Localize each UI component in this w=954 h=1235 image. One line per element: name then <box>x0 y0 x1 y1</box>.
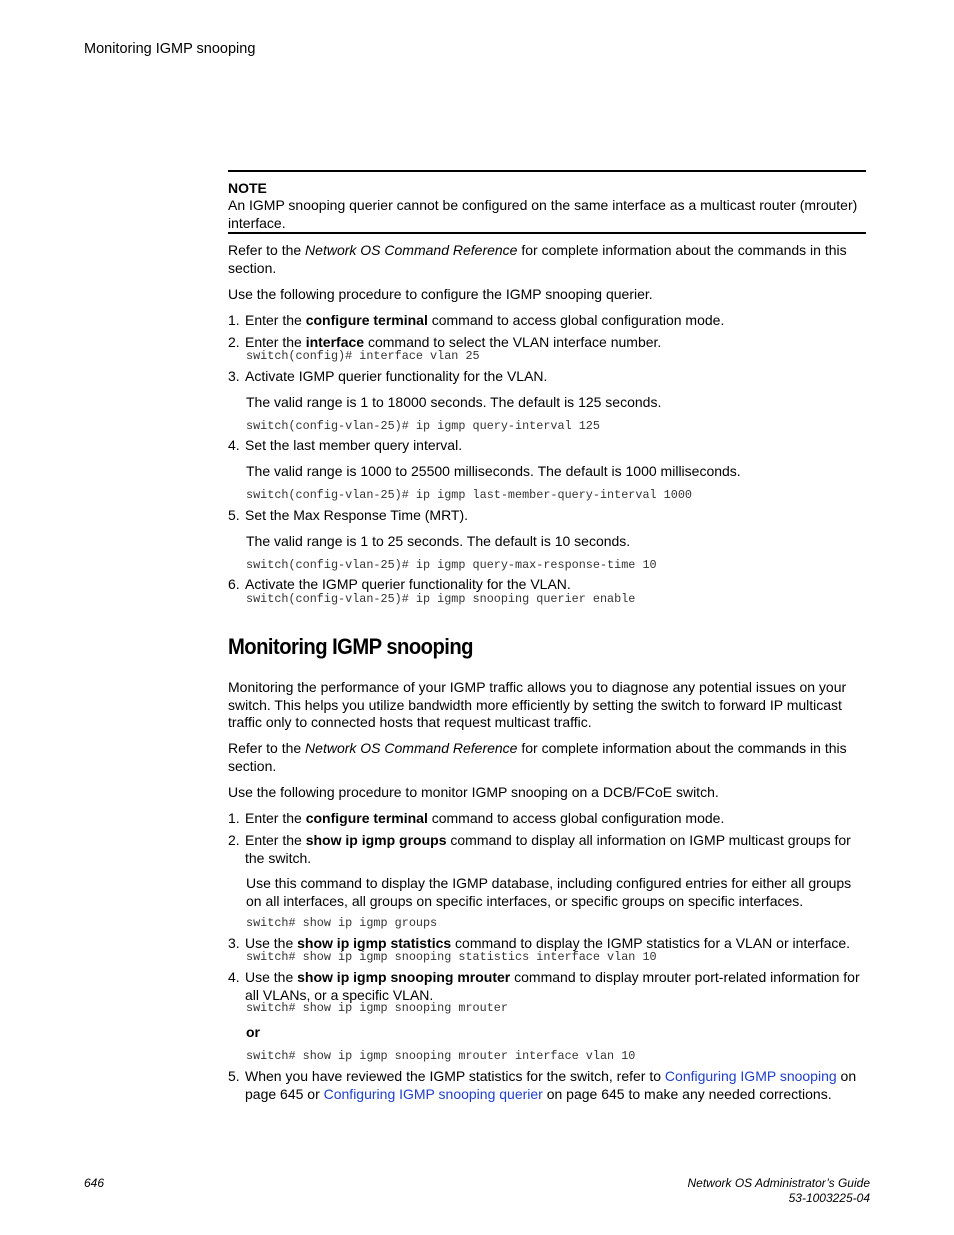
intro-ref-pre: Refer to the <box>228 242 306 258</box>
step-text-pre: Enter the <box>245 334 306 350</box>
step-text-post: command to select the VLAN interface number. <box>364 334 662 350</box>
step-command: configure terminal <box>305 810 428 826</box>
step-text: Set the Max Response Time (MRT). <box>245 507 469 523</box>
code-query-interval: switch(config-vlan-25)# ip igmp query-interval 125 <box>246 419 600 433</box>
step1-5 <box>228 507 868 525</box>
step-text-post: command to access global configuration mode. <box>427 312 725 328</box>
code-show-mrouter: switch# show ip igmp snooping mrouter <box>246 1001 508 1015</box>
step-text-pre: When you have reviewed the IGMP statistics for the switch, refer to <box>245 1068 665 1084</box>
step-text-post: on page 645 to make any needed corrections. <box>542 1085 832 1102</box>
link-configuring-igmp-snooping[interactable]: Configuring IGMP snooping <box>664 1068 837 1084</box>
step-text-mid: on page 645 or <box>245 1068 857 1102</box>
code-last-member-query: switch(config-vlan-25)# ip igmp last-member-query-interval 1000 <box>246 488 692 502</box>
intro-ref-post: for complete information about the commands in this section. <box>228 242 847 276</box>
step-text: Activate IGMP querier functionality for the VLAN. <box>245 368 548 384</box>
code-max-response-time: switch(config-vlan-25)# ip igmp query-max-response-time 10 <box>246 558 657 572</box>
step-number: 1. <box>228 312 240 328</box>
step-number: 3. <box>228 935 240 951</box>
step2-4 <box>228 969 868 1004</box>
step-number: 4. <box>228 969 240 985</box>
section-ref-post: for complete information about the commands in this section. <box>228 740 847 774</box>
step-command: configure terminal <box>305 312 428 328</box>
note-bottom-rule <box>228 232 866 234</box>
step-command: show ip igmp statistics <box>297 935 452 951</box>
step-number: 6. <box>228 576 240 592</box>
note-top-rule <box>228 170 866 172</box>
running-header: Monitoring IGMP snooping <box>84 41 256 57</box>
note-label: NOTE <box>228 180 267 196</box>
step-number: 2. <box>228 334 240 350</box>
step1-4-detail: The valid range is 1000 to 25500 milliseconds. The default is 1000 milliseconds. <box>246 463 741 479</box>
step-text-post: command to display the IGMP statistics for a VLAN or interface. <box>451 935 851 951</box>
section-para1: Monitoring the performance of your IGMP traffic allows you to diagnose any potential issues on your switch. This helps you utilize bandwidth more efficiently by setting the switch to forward IP multicast traffic only to connected hosts that request multicast traffic. <box>228 679 847 730</box>
step-text-pre: Enter the <box>245 810 306 826</box>
step2-5 <box>228 1068 868 1103</box>
step-command: show ip igmp groups <box>305 832 447 848</box>
step-text-pre: Use the <box>245 969 298 985</box>
intro-ref-title: Network OS Command Reference <box>305 242 518 258</box>
page-number: 646 <box>84 1176 105 1190</box>
step-text-pre: Use the <box>245 935 298 951</box>
doc-number: 53-1003225-04 <box>788 1191 870 1205</box>
code-show-statistics: switch# show ip igmp snooping statistics interface vlan 10 <box>246 950 657 964</box>
step-number: 2. <box>228 832 240 848</box>
step-number: 4. <box>228 437 240 453</box>
step-text: Activate the IGMP querier functionality for the VLAN. <box>245 576 571 592</box>
step2-1 <box>228 810 868 828</box>
note-text: An IGMP snooping querier cannot be configured on the same interface as a multicast router (mrouter) interface. <box>228 197 858 231</box>
step1-5-detail: The valid range is 1 to 25 seconds. The default is 10 seconds. <box>246 533 631 549</box>
step-text-pre: Enter the <box>245 312 306 328</box>
step-text-post: command to access global configuration mode. <box>427 810 725 826</box>
intro-reference <box>228 242 868 277</box>
step-command: show ip igmp snooping mrouter <box>297 969 511 985</box>
code-querier-enable: switch(config-vlan-25)# ip igmp snooping querier enable <box>246 592 636 606</box>
code-show-mrouter-interface: switch# show ip igmp snooping mrouter interface vlan 10 <box>246 1049 636 1063</box>
step-number: 5. <box>228 507 240 523</box>
guide-title: Network OS Administrator’s Guide <box>687 1176 870 1190</box>
step1-6 <box>228 576 868 594</box>
step-text: Set the last member query interval. <box>245 437 463 453</box>
step2-4-or: or <box>246 1024 260 1040</box>
link-configuring-igmp-snooping-querier[interactable]: Configuring IGMP snooping querier <box>323 1085 543 1102</box>
step2-2 <box>228 832 868 867</box>
step-text-post: command to display mrouter port-related information for all VLANs, or a specific VLAN. <box>245 969 860 1003</box>
step1-3-detail: The valid range is 1 to 18000 seconds. The default is 125 seconds. <box>246 394 662 410</box>
intro-procedure: Use the following procedure to configure the IGMP snooping querier. <box>228 286 653 302</box>
section-ref-pre: Refer to the <box>228 740 306 756</box>
step1-3 <box>228 368 868 386</box>
step-text-post: command to display all information on IGMP multicast groups for the switch. <box>245 832 851 866</box>
step-text-pre: Enter the <box>245 832 306 848</box>
step-number: 1. <box>228 810 240 826</box>
section-procedure: Use the following procedure to monitor IGMP snooping on a DCB/FCoE switch. <box>228 784 719 800</box>
step1-1 <box>228 312 868 330</box>
step-number: 5. <box>228 1068 240 1084</box>
step-number: 3. <box>228 368 240 384</box>
code-interface-vlan: switch(config)# interface vlan 25 <box>246 349 480 363</box>
step2-2-detail: Use this command to display the IGMP database, including configured entries for either all groups on all interfaces, all groups on specific interfaces, or specific groups on specific interfaces. <box>246 875 852 909</box>
step-command: interface <box>305 334 365 350</box>
section-title: Monitoring IGMP snooping <box>228 634 473 659</box>
step1-4 <box>228 437 868 455</box>
code-show-igmp-groups: switch# show ip igmp groups <box>246 916 438 930</box>
section-reference <box>228 740 868 775</box>
section-ref-title: Network OS Command Reference <box>305 740 518 756</box>
